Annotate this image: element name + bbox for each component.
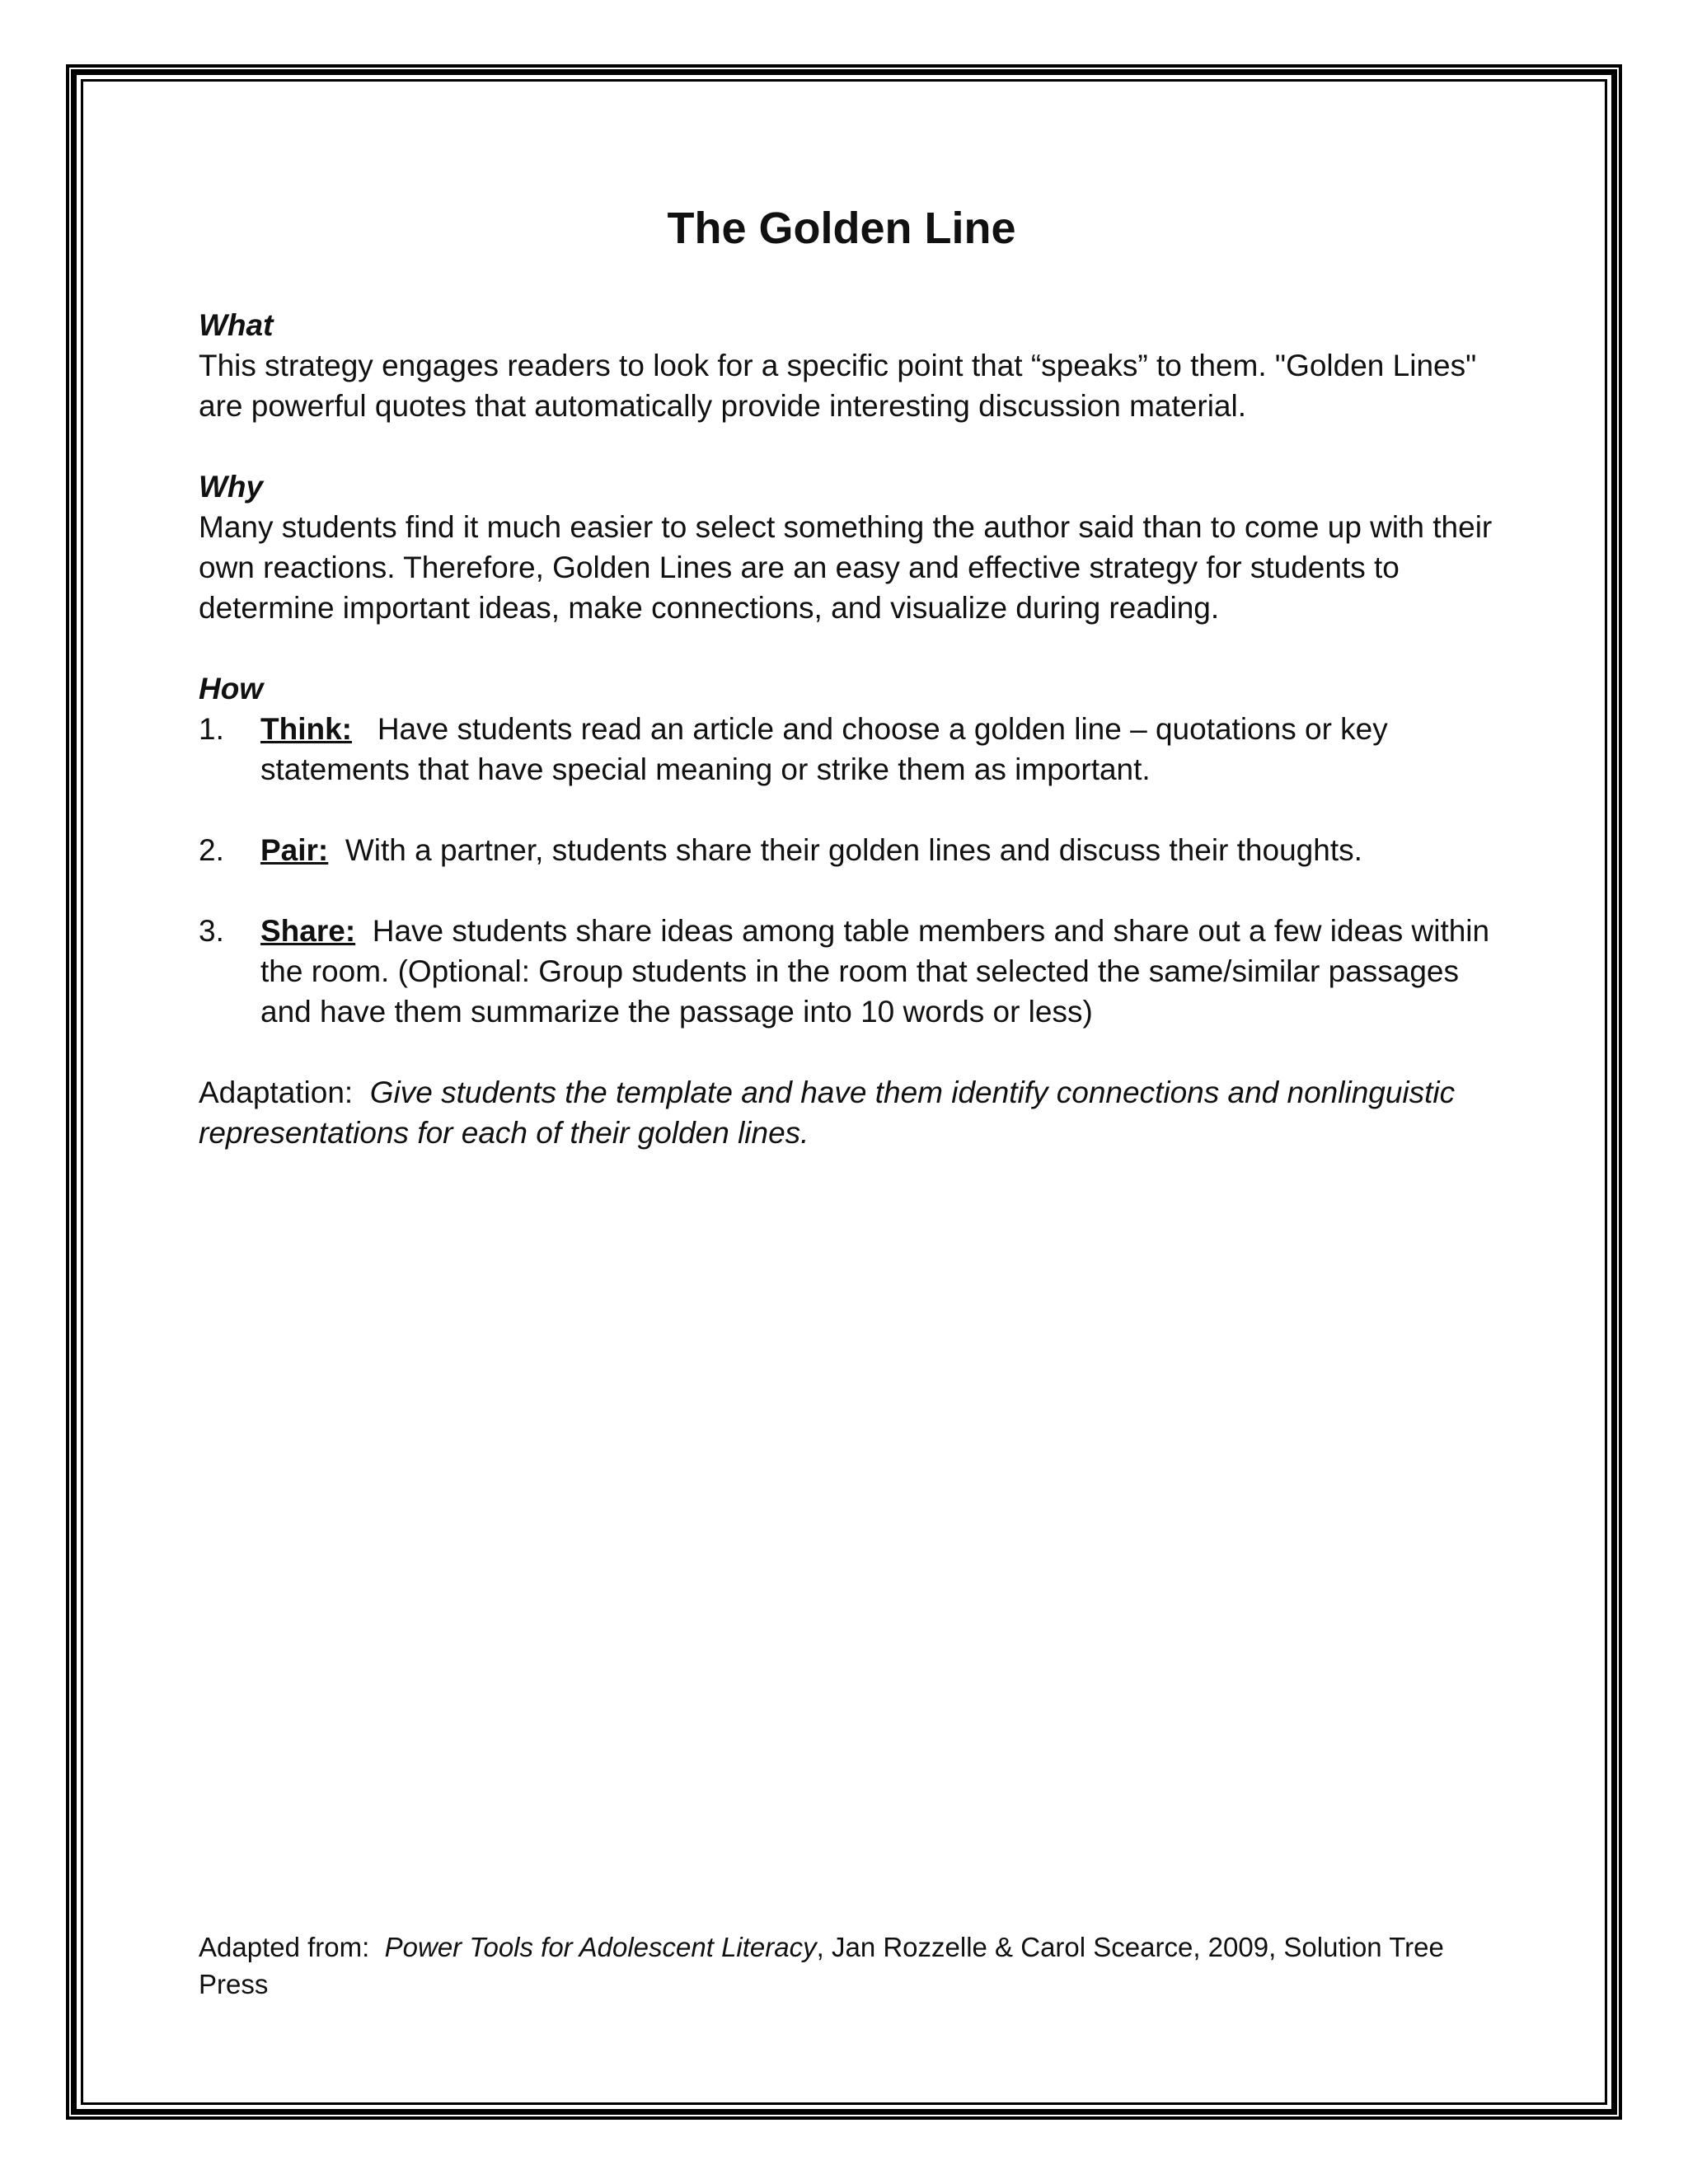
- step-text-think: Have students read an article and choose a golden line – quotations or key statements that have special meaning or strike them as important.: [260, 712, 1388, 786]
- adaptation-text: Give students the template and have them identify connections and nonlinguistic representations for each of their golden lines.: [199, 1076, 1456, 1150]
- step-number: 3.: [199, 914, 224, 948]
- what-text: This strategy engages readers to look for a specific point that “speaks” to them. "Golden Lines" are powerful quotes that automatically provide interesting discussion material.: [199, 349, 1477, 423]
- what-heading: What: [199, 308, 274, 342]
- how-step-pair: [199, 830, 1517, 870]
- spacer: [199, 790, 1517, 830]
- how-step-share: [199, 911, 1517, 1032]
- why-section: [199, 466, 1517, 628]
- spacer: [199, 1032, 1517, 1072]
- step-number: 2.: [199, 833, 224, 867]
- how-step-think: [199, 709, 1517, 790]
- page-title: The Golden Line: [667, 204, 1016, 253]
- citation-prefix: Adapted from:: [199, 1932, 370, 1962]
- how-section: [199, 668, 1517, 1032]
- adaptation-label: Adaptation:: [199, 1076, 354, 1109]
- step-label-pair: Pair:: [260, 833, 329, 867]
- spacer: [199, 628, 1517, 668]
- how-steps-list: [199, 709, 1517, 1032]
- step-number: 1.: [199, 712, 224, 746]
- what-section: [199, 305, 1517, 426]
- citation-book-title: Power Tools for Adolescent Literacy: [384, 1932, 817, 1962]
- citation-details: , Jan Rozzelle & Carol Scearce, 2009, Solution Tree Press: [199, 1932, 1444, 1999]
- step-text-share: Have students share ideas among table members and share out a few ideas within the room. (Optional: Group students in the room that selected the same/similar passages and have them summarize the passage into 10 words or less): [260, 914, 1490, 1029]
- source-citation: [199, 1929, 1484, 2003]
- step-label-think: Think:: [260, 712, 352, 746]
- adaptation-paragraph: [199, 1072, 1517, 1153]
- spacer: [199, 426, 1517, 466]
- step-text-pair: With a partner, students share their golden lines and discuss their thoughts.: [345, 833, 1362, 867]
- step-label-share: Share:: [260, 914, 356, 948]
- document-body: [199, 190, 1517, 1153]
- why-heading: Why: [199, 470, 264, 504]
- how-heading: How: [199, 672, 264, 705]
- spacer: [199, 870, 1517, 911]
- why-text: Many students find it much easier to select something the author said than to come up with their own reactions. Therefore, Golden Lines are an easy and effective strategy for students to determine important ideas, make connections, and visualize during reading.: [199, 510, 1493, 625]
